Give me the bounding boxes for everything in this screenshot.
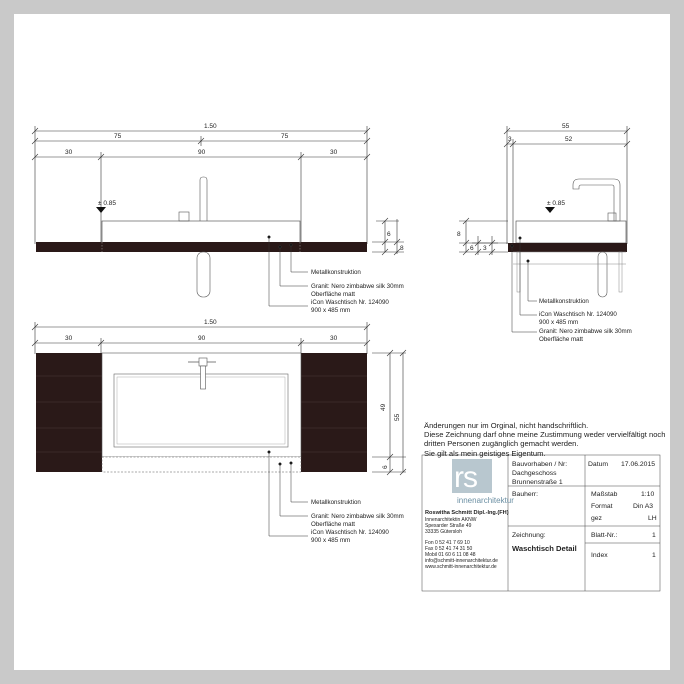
faucet: [200, 177, 207, 221]
technical-drawing: [14, 14, 670, 670]
index-value: 1: [652, 552, 656, 559]
plan-note-metal: Metallkonstruktion: [311, 499, 361, 506]
format-value: Din A3: [633, 503, 654, 510]
height-label-6: 6: [387, 231, 391, 238]
designer-line-2: Spexarder Straße 49: [425, 523, 472, 529]
plan-dim-right-label: 30: [330, 335, 338, 342]
drain-pipe: [197, 252, 210, 297]
side-slab: [508, 243, 627, 252]
scale-label: Maßstab: [591, 491, 618, 498]
side-note-basin: iCon Waschtisch Nr. 124090: [539, 311, 617, 318]
note-basin-size: 900 x 485 mm: [311, 307, 351, 314]
note-granite: Granit: Nero zimbabwe silk 30mm: [311, 283, 404, 290]
level-marker-icon: [96, 207, 106, 213]
logo-text: rs: [454, 461, 477, 494]
plan-height-dims: [372, 350, 406, 475]
height-label-8: 8: [400, 245, 404, 252]
plan-faucet: [199, 358, 207, 366]
side-note-granite: Granit: Nero zimbabwe silk 30mm: [539, 328, 632, 335]
side-dim-total: 55: [562, 123, 570, 130]
dim-half-left-label: 75: [114, 133, 122, 140]
level-label: ± 0.85: [98, 200, 117, 207]
plan-basin-lip: [102, 457, 301, 472]
sheet-label: Blatt-Nr.:: [591, 532, 618, 539]
notice-line-2: Diese Zeichnung darf ohne meine Zustimmung weder vervielfältigt noch: [424, 430, 666, 440]
plan-height-55: 55: [394, 413, 401, 421]
contact-web: www.schmitt-innenarchitektur.de: [425, 564, 497, 570]
plan-dim-left-label: 30: [65, 335, 73, 342]
scale-value: 1:10: [641, 491, 655, 498]
side-height-3: 3: [483, 245, 487, 252]
project-label: Bauvorhaben / Nr:: [512, 461, 568, 468]
side-dim-small: 3: [508, 136, 512, 143]
side-elevation: [508, 179, 627, 297]
note-metal: Metallkonstruktion: [311, 269, 361, 276]
note-surface: Oberfläche matt: [311, 291, 356, 298]
basin-outline: [102, 221, 300, 243]
plan-height-49: 49: [380, 403, 387, 411]
drawn-value: LH: [648, 515, 657, 522]
project-line-1: Dachgeschoss: [512, 470, 557, 477]
plan-height-6: 6: [382, 465, 389, 469]
side-note-basin-size: 900 x 485 mm: [539, 319, 579, 326]
side-faucet: [573, 179, 620, 221]
designer-line-1: Innenarchitektin AKNW: [425, 517, 477, 523]
side-dim-main: 52: [565, 136, 573, 143]
side-drain: [598, 252, 607, 297]
plan-note-basin: iCon Waschtisch Nr. 124090: [311, 529, 389, 536]
designer-name: Roswitha Schmitt Dipl.-Ing.(FH): [425, 510, 509, 516]
plan-note-basin-size: 900 x 485 mm: [311, 537, 351, 544]
dim-total-label: 1.50: [204, 123, 217, 130]
plan-dim-total-label: 1.50: [204, 319, 217, 326]
drawn-label: gez: [591, 515, 602, 522]
plan-view: [36, 353, 367, 472]
contact-email: info@schmitt-innenarchitektur.de: [425, 558, 498, 564]
side-height-8: 8: [457, 231, 461, 238]
side-level-label: ± 0.85: [547, 200, 566, 207]
plan-note-granite: Granit: Nero zimbabwe silk 30mm: [311, 513, 404, 520]
format-label: Format: [591, 503, 613, 510]
contact-line-3: Mobil 01 60 6 11 08 48: [425, 552, 476, 558]
front-elevation: [32, 126, 370, 244]
index-label: Index: [591, 552, 608, 559]
side-level-marker-icon: [545, 207, 555, 213]
project-line-2: Brunnenstraße 1: [512, 479, 563, 486]
plan-dim-mid-label: 90: [198, 335, 206, 342]
contact-line-2: Fax 0 52 41 74 31 50: [425, 546, 473, 552]
date-label: Datum: [588, 461, 609, 468]
side-note-metal: Metallkonstruktion: [539, 298, 589, 305]
side-note-surface: Oberfläche matt: [539, 336, 584, 343]
drawing-sheet: [14, 14, 670, 670]
drawing-label: Zeichnung:: [512, 532, 546, 539]
side-basin: [516, 221, 626, 243]
notice-line-4: Sie gilt als mein geistiges Eigentum.: [424, 448, 546, 458]
copyright-notice: [424, 421, 674, 458]
side-height-6: 6: [470, 245, 474, 252]
dim-part-right-label: 30: [330, 149, 338, 156]
date-value: 17.06.2015: [621, 461, 656, 468]
designer-line-3: 33335 Gütersloh: [425, 529, 462, 535]
granite-slab: [36, 242, 367, 252]
notice-line-3: dritten Personen zugänglich gemacht werden.: [424, 439, 579, 449]
plan-note-surface: Oberfläche matt: [311, 521, 356, 528]
sheet-value: 1: [652, 532, 656, 539]
client-label: Bauherr:: [512, 491, 539, 498]
faucet-handle: [179, 212, 189, 221]
note-basin: iCon Waschtisch Nr. 124090: [311, 299, 389, 306]
front-elevation-dim-labels: [65, 123, 338, 156]
dim-part-left-label: 30: [65, 149, 73, 156]
logo-sub: innenarchitektur: [457, 496, 514, 505]
drawing-value: Waschtisch Detail: [512, 544, 577, 553]
dim-part-mid-label: 90: [198, 149, 206, 156]
front-countertop: [36, 177, 367, 297]
contact-line-1: Fon 0 52 41 7 69 10: [425, 540, 470, 546]
dim-half-right-label: 75: [281, 133, 289, 140]
notice-line-1: Änderungen nur im Orginal, nicht handschriftlich.: [424, 421, 589, 430]
